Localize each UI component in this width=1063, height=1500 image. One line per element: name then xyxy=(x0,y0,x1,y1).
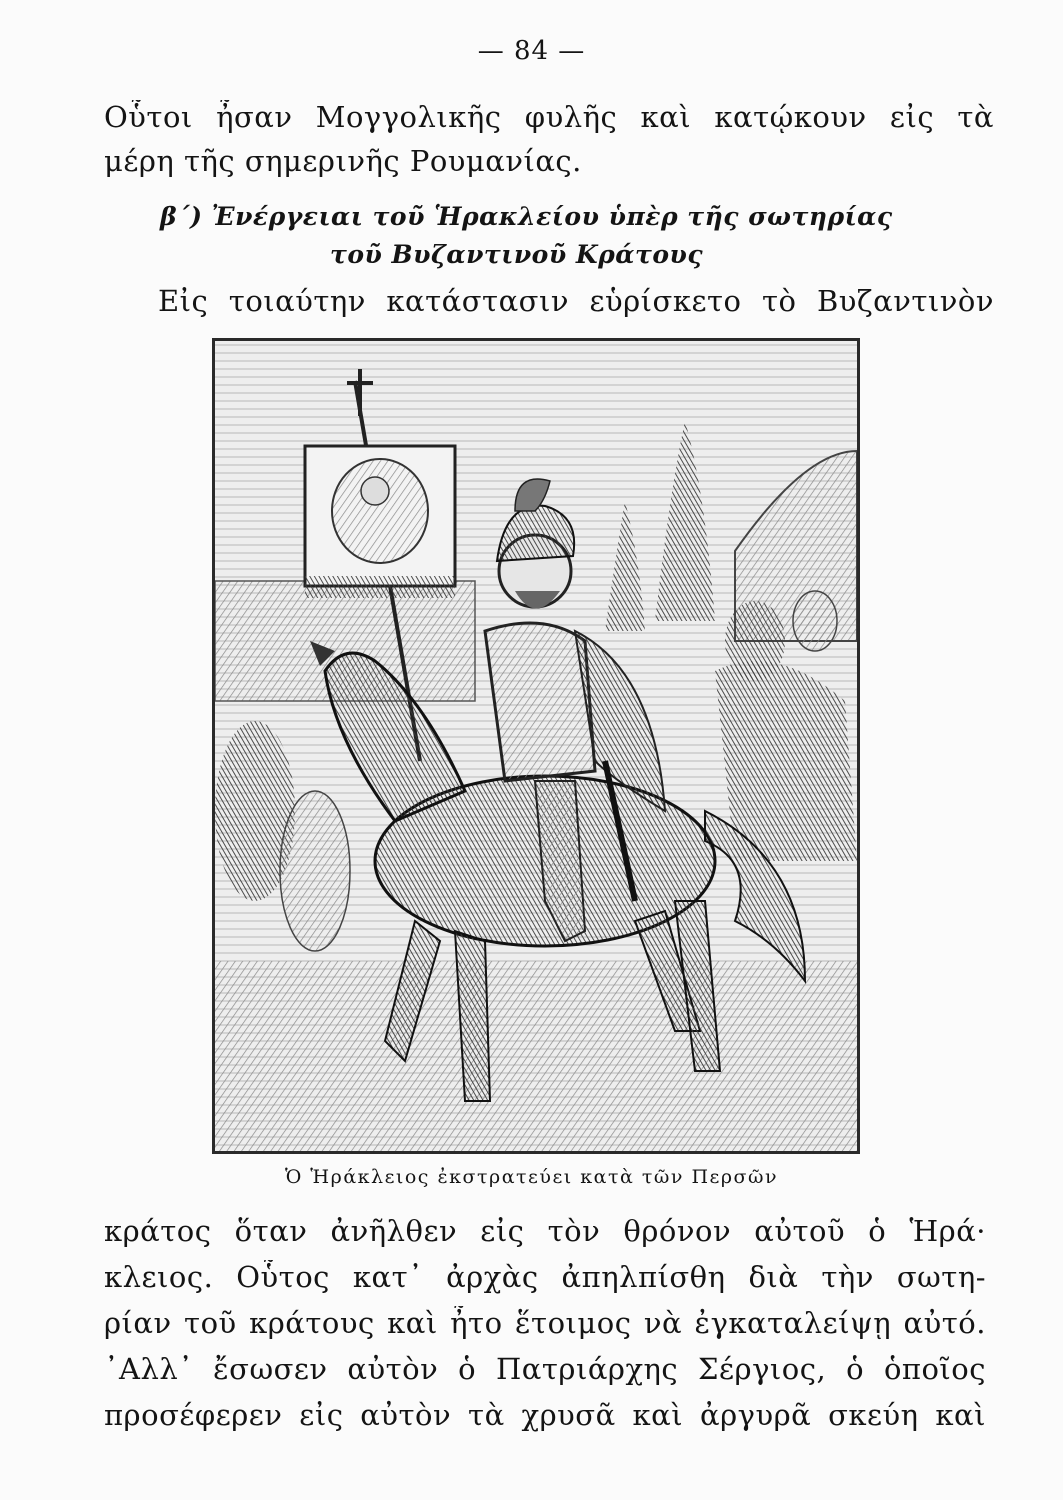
text-line: Οὗτοι ἦσαν Μογγολικῆς φυλῆς καὶ κατῴκουν εἰς τὰ xyxy=(104,100,994,134)
text-line: Εἰς τοιαύτην κατάστασιν εὑρίσκετο τὸ Βυζαντινὸν xyxy=(158,284,994,318)
page-number: — 84 — xyxy=(477,36,586,66)
text-line: προσέφερεν εἰς αὐτὸν τὰ χρυσᾶ καὶ ἀργυρᾶ σκεύη καὶ xyxy=(104,1398,986,1432)
illustration-caption: Ὁ Ἡράκλειος ἐκστρατεύει κατὰ τῶν Περσῶν xyxy=(284,1166,779,1188)
engraving-illustration xyxy=(212,338,860,1154)
section-heading-line-1: β΄) Ἐνέργειαι τοῦ Ἡρακλείου ὑπὲρ τῆς σωτηρίας xyxy=(160,202,893,231)
section-heading-line-2: τοῦ Βυζαντινοῦ Κράτους xyxy=(330,240,704,269)
text-line: ᾽Αλλ᾽ ἔσωσεν αὐτὸν ὁ Πατριάρχης Σέργιος, ὁ ὁποῖος xyxy=(104,1352,986,1386)
text-line: κράτος ὅταν ἀνῆλθεν εἰς τὸν θρόνον αὐτοῦ ὁ Ἡρά· xyxy=(104,1214,986,1248)
text-line: ρίαν τοῦ κράτους καὶ ἦτο ἕτοιμος νὰ ἐγκαταλείψῃ αὐτό. xyxy=(104,1306,986,1340)
text-line: κλειος. Οὗτος κατ᾽ ἀρχὰς ἀπηλπίσθη διὰ τὴν σωτη- xyxy=(104,1260,986,1294)
text-line: μέρη τῆς σημερινῆς Ρουμανίας. xyxy=(104,144,582,178)
